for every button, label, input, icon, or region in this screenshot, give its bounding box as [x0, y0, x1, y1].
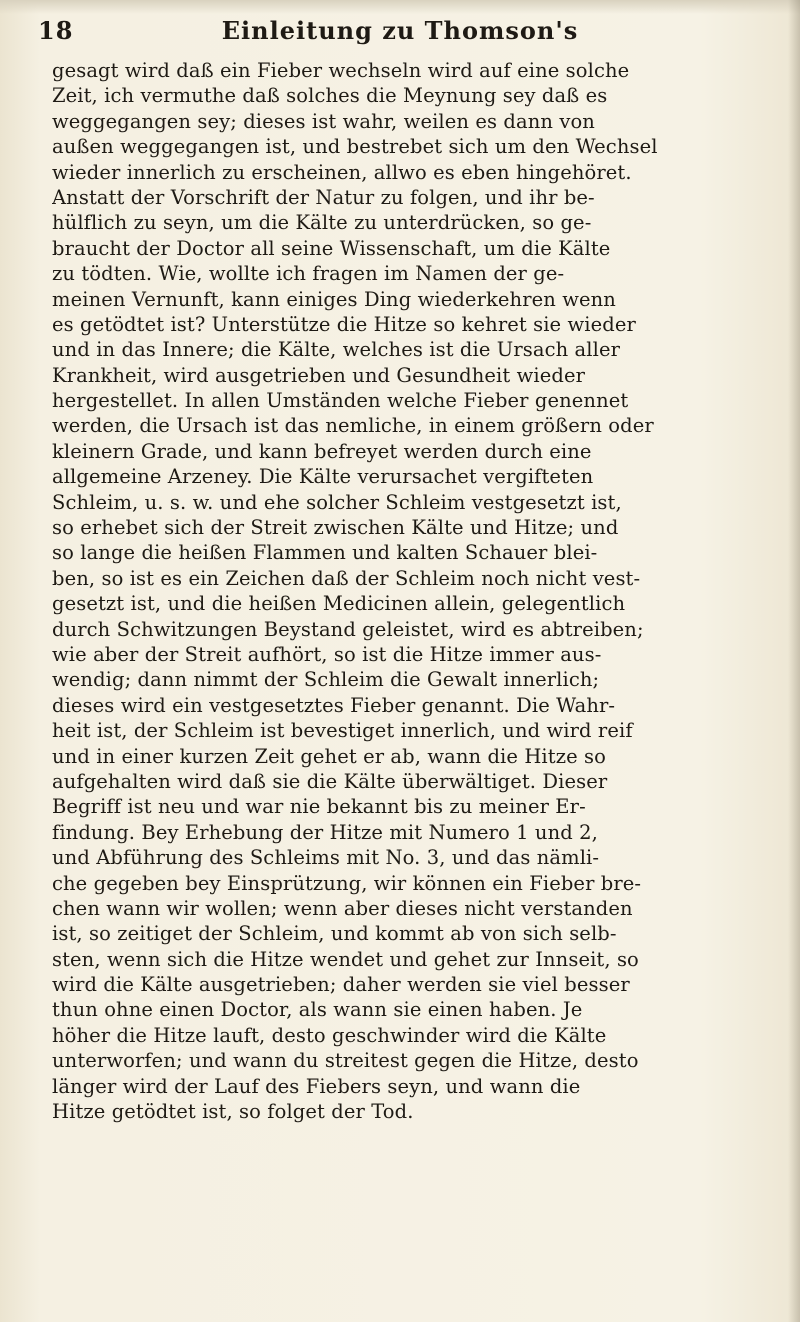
text-line: che gegeben bey Einsprützung, wir können ein Fieber bre- — [52, 871, 642, 895]
text-line: Zeit, ich vermuthe daß solches die Meynung sey daß es — [52, 84, 608, 108]
running-head: Einleitung zu Thomson's — [221, 16, 579, 45]
text-line: ben, so ist es ein Zeichen daß der Schleim noch nicht vest- — [52, 566, 641, 590]
text-line: hülflich zu seyn, um die Kälte zu unterdrücken, so ge- — [52, 211, 592, 235]
page-right-edge — [788, 0, 800, 1322]
text-line: höher die Hitze lauft, desto geschwinder wird die Kälte — [52, 1023, 607, 1047]
text-line: braucht der Doctor all seine Wissenschaft, um die Kälte — [52, 236, 611, 260]
text-line: sten, wenn sich die Hitze wendet und gehet zur Innseit, so — [52, 947, 639, 971]
text-line: allgemeine Arzeney. Die Kälte verursachet vergifteten — [52, 465, 594, 489]
page-header — [30, 12, 770, 52]
text-line: Begriff ist neu und war nie bekannt bis zu meiner Er- — [52, 795, 586, 819]
text-line: meinen Vernunft, kann einiges Ding wiederkehren wenn — [52, 287, 616, 311]
text-line: weggegangen sey; dieses ist wahr, weilen es dann von — [52, 109, 595, 133]
text-line: zu tödten. Wie, wollte ich fragen im Namen der ge- — [52, 262, 565, 286]
text-line: und in einer kurzen Zeit gehet er ab, wann die Hitze so — [52, 744, 606, 768]
page-number: 18 — [38, 16, 74, 45]
text-line: chen wann wir wollen; wenn aber dieses nicht verstanden — [52, 896, 633, 920]
text-line: und in das Innere; die Kälte, welches ist die Ursach aller — [52, 338, 621, 362]
text-line: kleinern Grade, und kann befreyet werden durch eine — [52, 439, 592, 463]
text-line: Hitze getödtet ist, so folget der Tod. — [52, 1100, 414, 1124]
text-line: so erhebet sich der Streit zwischen Kälte und Hitze; und — [52, 516, 619, 540]
text-line: gesetzt ist, und die heißen Medicinen allein, gelegentlich — [52, 592, 626, 616]
text-line: und Abführung des Schleims mit No. 3, und das nämli- — [52, 846, 600, 870]
text-line: wie aber der Streit aufhört, so ist die Hitze immer aus- — [52, 642, 602, 666]
text-line: heit ist, der Schleim ist bevestiget innerlich, und wird reif — [52, 719, 633, 743]
text-line: findung. Bey Erhebung der Hitze mit Numero 1 und 2, — [52, 820, 598, 844]
text-line: dieses wird ein vestgesetztes Fieber genannt. Die Wahr- — [52, 693, 616, 717]
text-line: ist, so zeitiget der Schleim, und kommt ab von sich selb- — [52, 922, 617, 946]
text-line: länger wird der Lauf des Fiebers seyn, und wann die — [52, 1074, 581, 1098]
text-line: wird die Kälte ausgetrieben; daher werden sie viel besser — [52, 973, 630, 997]
text-line: hergestellet. In allen Umständen welche Fieber genennet — [52, 389, 629, 413]
text-line: so lange die heißen Flammen und kalten Schauer blei- — [52, 541, 598, 565]
text-line: Krankheit, wird ausgetrieben und Gesundheit wieder — [52, 363, 586, 387]
text-line: thun ohne einen Doctor, als wann sie einen haben. Je — [52, 998, 583, 1022]
text-line: wieder innerlich zu erscheinen, allwo es eben hingehöret. — [52, 160, 632, 184]
body-text — [52, 58, 772, 1308]
text-line: wendig; dann nimmt der Schleim die Gewalt innerlich; — [52, 668, 600, 692]
text-line: aufgehalten wird daß sie die Kälte überwältiget. Dieser — [52, 769, 608, 793]
text-line: Schleim, u. s. w. und ehe solcher Schleim vestgesetzt ist, — [52, 490, 622, 514]
text-line: gesagt wird daß ein Fieber wechseln wird auf eine solche — [52, 59, 630, 82]
text-line: durch Schwitzungen Beystand geleistet, wird es abtreiben; — [52, 617, 644, 641]
text-line: werden, die Ursach ist das nemliche, in einem größern oder — [52, 414, 654, 438]
text-line: Anstatt der Vorschrift der Natur zu folgen, und ihr be- — [52, 185, 595, 209]
text-line: unterworfen; und wann du streitest gegen die Hitze, desto — [52, 1049, 639, 1073]
text-line: außen weggegangen ist, und bestrebet sich um den Wechsel — [52, 135, 658, 159]
text-line: es getödtet ist? Unterstütze die Hitze so kehret sie wieder — [52, 312, 636, 336]
